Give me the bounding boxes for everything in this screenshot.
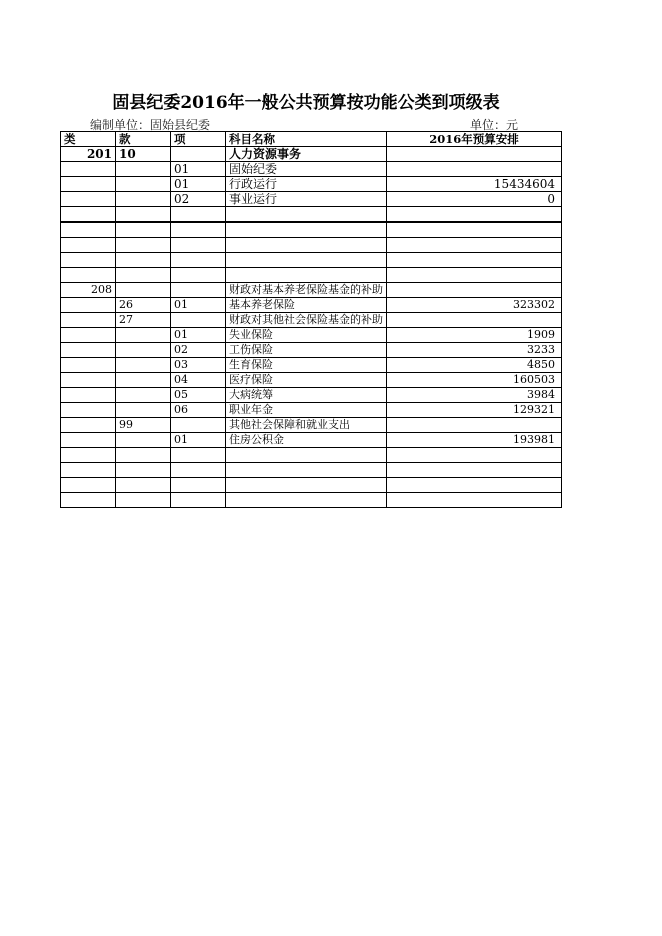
cell-budget-amount <box>387 207 562 223</box>
cell-lei <box>61 373 116 388</box>
cell-subject-name: 失业保险 <box>226 328 387 343</box>
cell-subject-name <box>226 463 387 478</box>
cell-xiang <box>171 207 226 223</box>
table-row <box>61 388 562 403</box>
cell-budget-amount <box>387 418 562 433</box>
cell-kuan <box>116 162 171 177</box>
cell-lei <box>61 343 116 358</box>
table-row <box>61 343 562 358</box>
cell-subject-name: 大病统筹 <box>226 388 387 403</box>
table-row <box>61 418 562 433</box>
cell-budget-amount: 129321 <box>387 403 562 418</box>
cell-budget-amount <box>387 493 562 508</box>
cell-xiang: 05 <box>171 388 226 403</box>
cell-subject-name <box>226 253 387 268</box>
cell-kuan <box>116 493 171 508</box>
cell-subject-name: 住房公积金 <box>226 433 387 448</box>
cell-subject-name: 人力资源事务 <box>226 147 387 162</box>
cell-kuan <box>116 253 171 268</box>
table-row <box>61 253 562 268</box>
cell-subject-name: 基本养老保险 <box>226 298 387 313</box>
cell-lei <box>61 313 116 328</box>
cell-lei <box>61 358 116 373</box>
cell-subject-name <box>226 238 387 253</box>
cell-budget-amount <box>387 448 562 463</box>
cell-budget-amount <box>387 283 562 298</box>
cell-budget-amount <box>387 253 562 268</box>
cell-kuan <box>116 463 171 478</box>
cell-kuan <box>116 448 171 463</box>
cell-xiang: 01 <box>171 177 226 192</box>
cell-kuan <box>116 433 171 448</box>
cell-lei: 208 <box>61 283 116 298</box>
cell-xiang <box>171 418 226 433</box>
cell-budget-amount: 0 <box>387 192 562 207</box>
cell-xiang <box>171 478 226 493</box>
cell-subject-name: 财政对其他社会保险基金的补助 <box>226 313 387 328</box>
cell-budget-amount: 323302 <box>387 298 562 313</box>
cell-xiang: 01 <box>171 328 226 343</box>
cell-kuan <box>116 328 171 343</box>
cell-xiang <box>171 313 226 328</box>
cell-kuan: 26 <box>116 298 171 313</box>
table-row <box>61 147 562 162</box>
cell-lei <box>61 463 116 478</box>
cell-xiang <box>171 283 226 298</box>
cell-budget-amount: 193981 <box>387 433 562 448</box>
table-row <box>61 313 562 328</box>
header-kuan: 款 <box>116 132 171 147</box>
cell-kuan <box>116 373 171 388</box>
cell-subject-name: 事业运行 <box>226 192 387 207</box>
cell-lei <box>61 222 116 238</box>
cell-xiang <box>171 463 226 478</box>
cell-kuan <box>116 177 171 192</box>
table-row <box>61 358 562 373</box>
cell-xiang: 02 <box>171 343 226 358</box>
cell-lei <box>61 192 116 207</box>
cell-subject-name <box>226 478 387 493</box>
cell-subject-name: 医疗保险 <box>226 373 387 388</box>
page-title: 固县纪委2016年一般公共预算按功能公类到项级表 <box>112 93 500 113</box>
cell-budget-amount: 3233 <box>387 343 562 358</box>
cell-xiang: 01 <box>171 433 226 448</box>
table-row <box>61 448 562 463</box>
cell-lei <box>61 177 116 192</box>
table-row <box>61 403 562 418</box>
cell-budget-amount <box>387 162 562 177</box>
cell-kuan <box>116 222 171 238</box>
cell-subject-name: 生育保险 <box>226 358 387 373</box>
cell-subject-name: 财政对基本养老保险基金的补助 <box>226 283 387 298</box>
cell-xiang <box>171 253 226 268</box>
cell-budget-amount: 1909 <box>387 328 562 343</box>
cell-lei <box>61 207 116 223</box>
cell-subject-name: 固始纪委 <box>226 162 387 177</box>
cell-subject-name: 工伤保险 <box>226 343 387 358</box>
table-row <box>61 298 562 313</box>
currency-unit: 单位：元 <box>470 118 519 132</box>
cell-subject-name: 行政运行 <box>226 177 387 192</box>
cell-xiang <box>171 268 226 283</box>
cell-xiang <box>171 222 226 238</box>
cell-kuan: 99 <box>116 418 171 433</box>
header-subject-name: 科目名称 <box>226 132 387 147</box>
cell-budget-amount: 15434604 <box>387 177 562 192</box>
table-row <box>61 493 562 508</box>
cell-kuan <box>116 343 171 358</box>
table-row <box>61 283 562 298</box>
cell-subject-name <box>226 207 387 223</box>
table-row <box>61 238 562 253</box>
cell-kuan <box>116 192 171 207</box>
cell-kuan <box>116 358 171 373</box>
cell-subject-name <box>226 493 387 508</box>
header-xiang: 项 <box>171 132 226 147</box>
cell-subject-name: 其他社会保障和就业支出 <box>226 418 387 433</box>
cell-subject-name <box>226 448 387 463</box>
table-row <box>61 433 562 448</box>
cell-budget-amount <box>387 478 562 493</box>
cell-kuan <box>116 207 171 223</box>
cell-lei <box>61 478 116 493</box>
cell-kuan <box>116 283 171 298</box>
cell-xiang: 03 <box>171 358 226 373</box>
cell-budget-amount <box>387 268 562 283</box>
cell-lei <box>61 493 116 508</box>
cell-lei <box>61 403 116 418</box>
cell-kuan <box>116 268 171 283</box>
cell-lei <box>61 388 116 403</box>
cell-budget-amount <box>387 222 562 238</box>
cell-subject-name <box>226 222 387 238</box>
budget-table <box>60 131 562 508</box>
table-row <box>61 207 562 223</box>
table-row <box>61 268 562 283</box>
table-header-row <box>61 132 562 147</box>
table-row <box>61 478 562 493</box>
table-row <box>61 373 562 388</box>
cell-lei <box>61 238 116 253</box>
cell-kuan: 27 <box>116 313 171 328</box>
cell-xiang: 06 <box>171 403 226 418</box>
table-row <box>61 328 562 343</box>
header-budget-amount: 2016年预算安排 <box>387 132 562 147</box>
table-row <box>61 192 562 207</box>
cell-budget-amount: 160503 <box>387 373 562 388</box>
cell-lei <box>61 268 116 283</box>
cell-xiang <box>171 448 226 463</box>
cell-kuan <box>116 478 171 493</box>
cell-xiang: 04 <box>171 373 226 388</box>
table-row <box>61 162 562 177</box>
cell-kuan <box>116 403 171 418</box>
cell-xiang <box>171 238 226 253</box>
cell-lei <box>61 328 116 343</box>
compiling-unit: 编制单位：固始县纪委 <box>90 118 211 132</box>
cell-budget-amount <box>387 313 562 328</box>
cell-budget-amount: 3984 <box>387 388 562 403</box>
cell-budget-amount <box>387 463 562 478</box>
cell-lei: 201 <box>61 147 116 162</box>
cell-budget-amount: 4850 <box>387 358 562 373</box>
cell-xiang: 01 <box>171 162 226 177</box>
cell-kuan <box>116 388 171 403</box>
cell-lei <box>61 253 116 268</box>
cell-budget-amount <box>387 238 562 253</box>
cell-budget-amount <box>387 147 562 162</box>
cell-kuan <box>116 238 171 253</box>
table-row <box>61 177 562 192</box>
cell-lei <box>61 162 116 177</box>
cell-xiang <box>171 147 226 162</box>
cell-lei <box>61 298 116 313</box>
cell-subject-name <box>226 268 387 283</box>
cell-kuan: 10 <box>116 147 171 162</box>
cell-xiang: 01 <box>171 298 226 313</box>
table-row <box>61 222 562 238</box>
cell-lei <box>61 433 116 448</box>
table-row <box>61 463 562 478</box>
header-lei: 类 <box>61 132 116 147</box>
cell-lei <box>61 418 116 433</box>
cell-xiang <box>171 493 226 508</box>
cell-subject-name: 职业年金 <box>226 403 387 418</box>
cell-xiang: 02 <box>171 192 226 207</box>
cell-lei <box>61 448 116 463</box>
